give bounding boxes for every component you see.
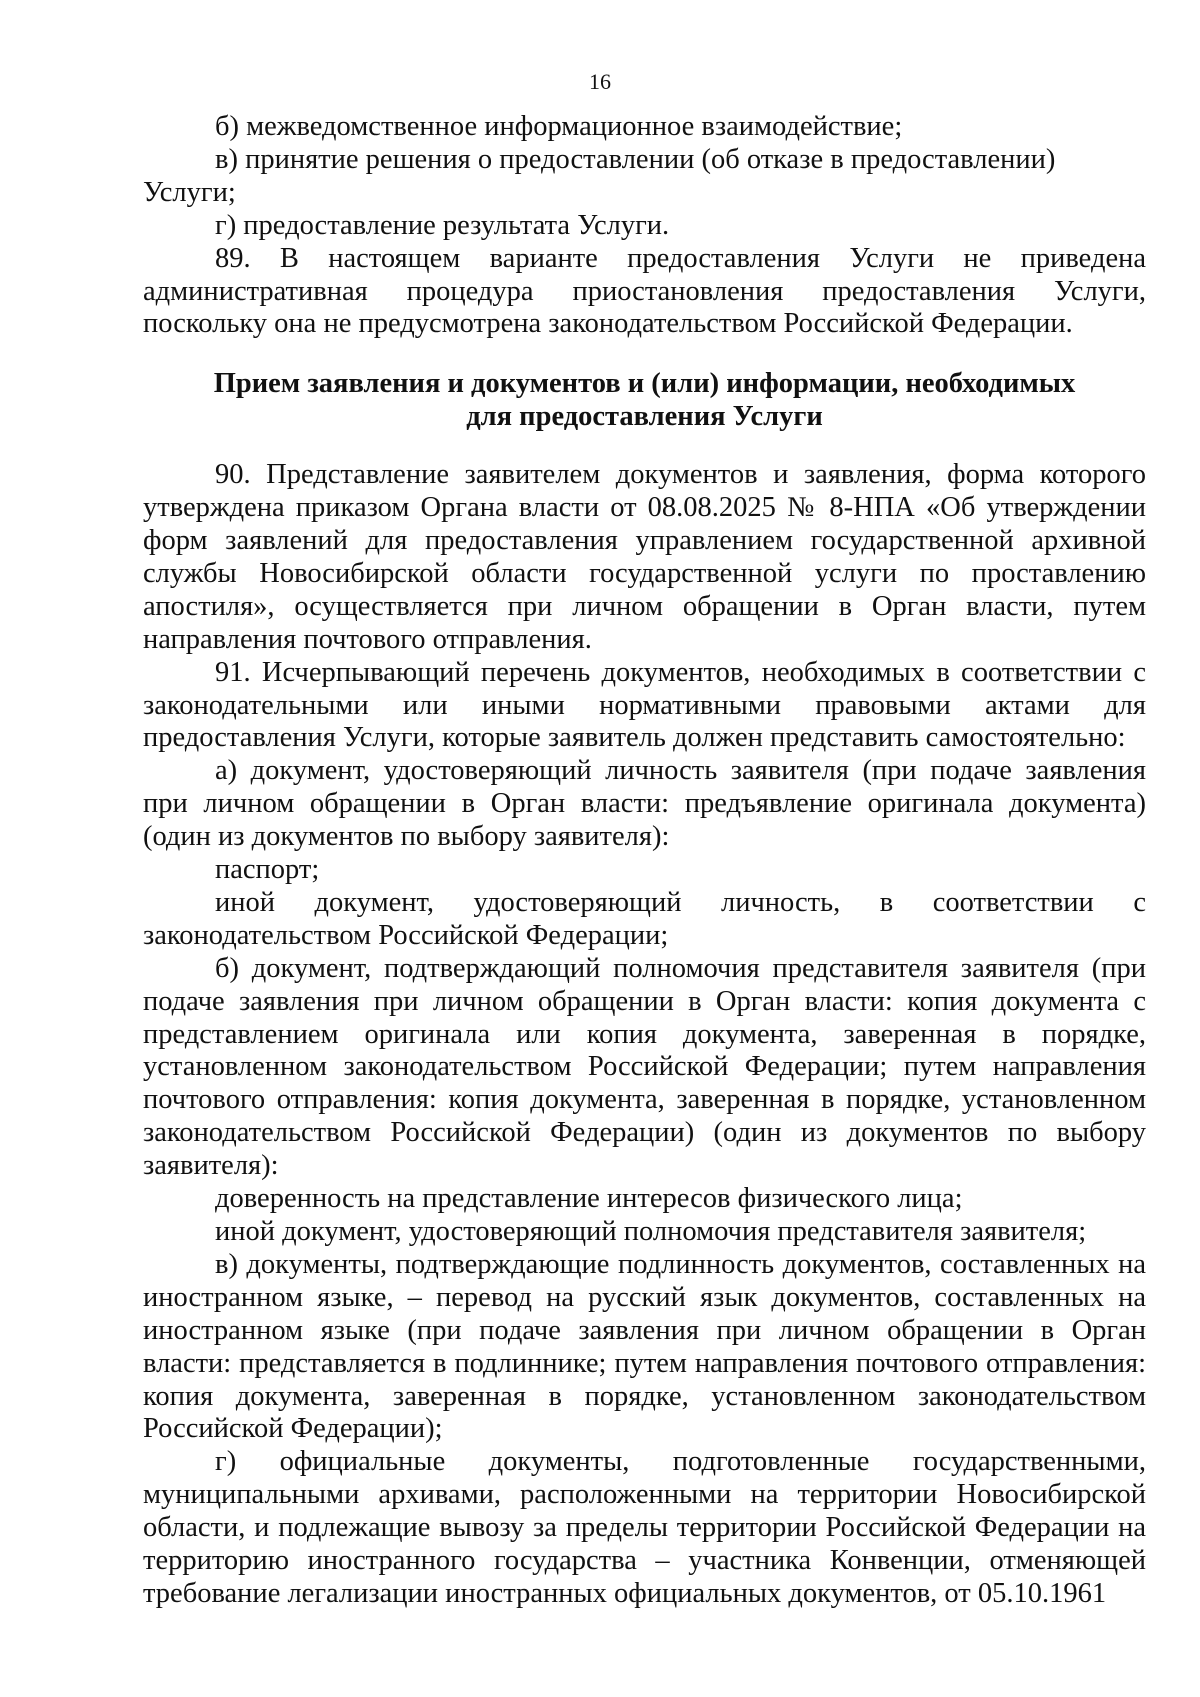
item-a: а) документ, удостоверяющий личность заявителя (при подаче заявления при личном обращении в Орган власти: предъявление оригинала документа) (один из документов по выбору заявителя): <box>143 755 1146 853</box>
intro-item-b: б) межведомственное информационное взаимодействие; <box>215 111 903 142</box>
item-v: в) документы, подтверждающие подлинность документов, составленных на иностранном языке, – перевод на русский язык документов, составленных на иностранном языке (при подаче заявления при личном обращении в Орган власти: представляется в подлиннике; путем направления почтового отправления: копия документа, заверенная в порядке, установленном законодательством Российской Федерации); <box>143 1248 1146 1445</box>
item-b: б) документ, подтверждающий полномочия представителя заявителя (при подаче заявления при личном обращении в Орган власти: копия документа с представлением оригинала или копия документа, заверенная в порядке, установленном законодательством Российской Федерации; путем направления почтового отправления: копия документа, заверенная в порядке, установленном законодательством Российской Федерации) (один из документов по выбору заявителя): <box>143 952 1146 1182</box>
item-a-doc-other: иной документ, удостоверяющий личность, в соответствии с законодательством Российской Федерации; <box>143 886 1146 951</box>
item-b-doc-other: иной документ, удостоверяющий полномочия представителя заявителя; <box>215 1216 1087 1247</box>
paragraph-91: 91. Исчерпывающий перечень документов, необходимых в соответствии с законодательными или иными нормативными правовыми актами для предоставления Услуги, которые заявитель должен представить самостоятельно: <box>143 656 1146 754</box>
item-b-doc-power-of-attorney: доверенность на представление интересов физического лица; <box>215 1183 963 1215</box>
section-heading-line-2: для предоставления Услуги <box>466 401 823 433</box>
page-number: 16 <box>589 69 611 94</box>
paragraph-90: 90. Представление заявителем документов и заявления, форма которого утверждена приказом Органа власти от 08.08.2025 № 8-НПА «Об утверждении форм заявлений для предоставления управлением государственной архивной службы Новосибирской области государственной услуги по проставлению апостиля», осуществляется при личном обращении в Орган власти, путем направления почтового отправления. <box>143 459 1146 655</box>
section-heading <box>143 368 1146 434</box>
item-a-doc-passport: паспорт; <box>215 854 320 886</box>
page-content <box>143 111 1146 1611</box>
intro-item-g: г) предоставление результата Услуги. <box>215 209 670 241</box>
section-heading-line-1: Прием заявления и документов и (или) информации, необходимых <box>213 368 1076 400</box>
intro-item-v: в) принятие решения о предоставлении (об отказе в предоставлении) Услуги; <box>143 143 1056 208</box>
item-g: г) официальные документы, подготовленные государственными, муниципальными архивами, расположенными на территории Новосибирской области, и подлежащие вывозу за пределы территории Российской Федерации на территорию иностранного государства – участника Конвенции, отменяющей требование легализации иностранных официальных документов, от 05.10.1961 <box>143 1446 1146 1609</box>
paragraph-89: 89. В настоящем варианте предоставления Услуги не приведена административная процедура приостановления предоставления Услуги, поскольку она не предусмотрена законодательством Российской Федерации. <box>143 242 1146 340</box>
